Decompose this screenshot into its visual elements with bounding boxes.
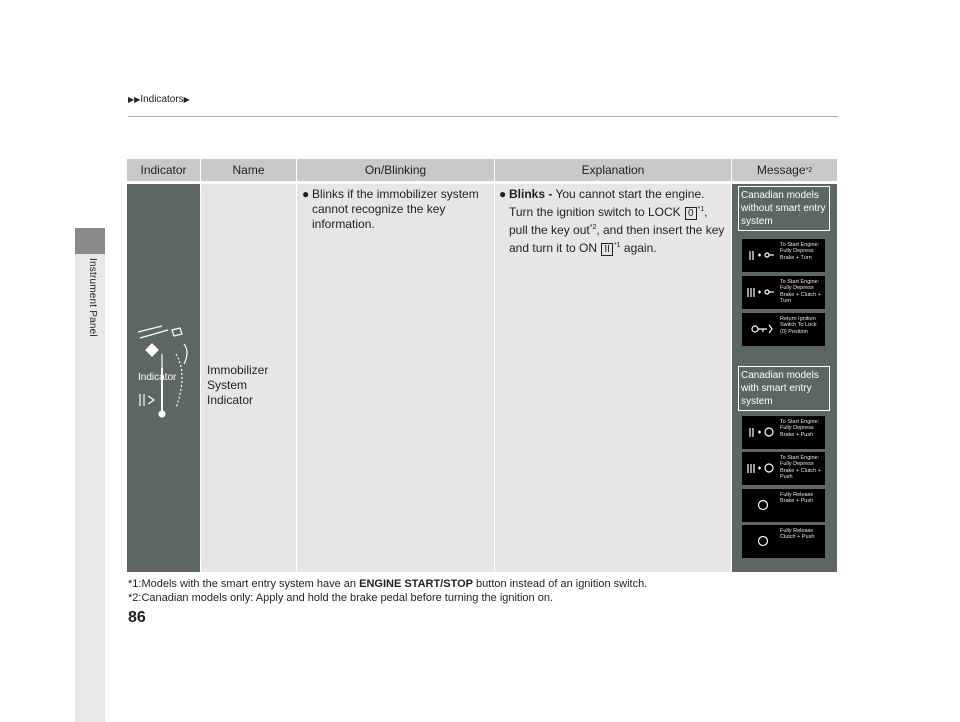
header-message-text: Message — [756, 163, 806, 177]
breadcrumb — [128, 94, 190, 105]
message-screen — [742, 276, 825, 309]
explanation-bold: Blinks - — [509, 187, 553, 201]
footnote-2: *2:Canadian models only: Apply and hold the brake pedal before turning the ignition on. — [128, 592, 554, 604]
message-screen — [742, 525, 825, 558]
footnote-ref-2[interactable]: *2 — [589, 224, 597, 231]
on-blinking-desc: Blinks if the immobilizer system cannot recognize the key information. — [312, 187, 479, 231]
brake-pedal-turn-key-icon — [747, 248, 775, 263]
message-group-label-smart-entry: Canadian models with smart entry system — [738, 366, 830, 411]
breadcrumb-end-marker: ▶ — [183, 95, 190, 104]
explanation-part3: , and then insert the key and turn it to ON — [509, 223, 725, 255]
chapter-label: Instrument Panel — [87, 258, 98, 337]
header-indicator: Indicator — [127, 159, 200, 181]
indicator-label: Indicator — [138, 372, 177, 383]
footnote-1-pre: *1:Models with the smart entry system have an — [128, 578, 360, 590]
message-screen-text: Fully Release Clutch + Push — [780, 528, 815, 541]
footnote-1-bold: ENGINE START/STOP — [359, 578, 473, 590]
message-screen — [742, 452, 825, 485]
bullet-icon: ● — [499, 187, 507, 201]
breadcrumb-label[interactable]: Indicators — [140, 94, 184, 105]
brake-pedal-push-button-icon — [747, 425, 775, 440]
message-screen-text: Return Ignition Switch To Lock (0) Position — [780, 316, 817, 335]
header-message — [732, 159, 837, 181]
page-number: 86 — [128, 609, 146, 626]
explanation-part2: , pull the key out — [509, 205, 708, 237]
footnote-1-post: button instead of an ignition switch. — [473, 578, 648, 590]
on-position-key: II — [601, 243, 613, 256]
message-screen-text: To Start Engine: Fully Depress Brake + Push — [780, 419, 820, 438]
indicator-name: Immobilizer System Indicator — [207, 363, 269, 407]
breadcrumb-marker: ▶▶ — [128, 95, 141, 104]
key-return-icon — [747, 322, 775, 337]
on-blinking-text — [302, 187, 492, 232]
message-screen-text: Fully Release Brake + Push — [780, 492, 814, 505]
header-rule — [128, 116, 838, 117]
explanation-part1: You cannot start the engine. Turn the ignition switch to LOCK — [509, 187, 705, 219]
explanation-part4: again. — [620, 241, 657, 255]
explanation-text — [499, 187, 729, 256]
cell-on-blinking — [297, 184, 494, 572]
push-button-icon — [747, 534, 775, 549]
footnote-ref-1[interactable]: *1 — [697, 206, 705, 213]
message-screen-text: To Start Engine: Fully Depress Brake + Turn — [780, 242, 820, 261]
lock-position-key: 0 — [685, 207, 697, 220]
message-screen — [742, 239, 825, 272]
push-button-icon — [747, 498, 775, 513]
header-on-blinking: On/Blinking — [297, 159, 494, 181]
message-screen-text: To Start Engine: Fully Depress Brake + Clutch + Push — [780, 455, 821, 480]
message-screen — [742, 416, 825, 449]
header-name: Name — [201, 159, 296, 181]
message-screen — [742, 489, 825, 522]
chapter-tab-marker — [75, 228, 105, 254]
message-screen — [742, 313, 825, 346]
brake-clutch-push-button-icon — [747, 461, 775, 476]
footnote-ref-1b[interactable]: *1 — [613, 242, 621, 249]
message-group-label-no-smart-entry: Canadian models without smart entry system — [738, 186, 830, 231]
footnote-1 — [128, 577, 647, 591]
brake-clutch-turn-key-icon — [747, 285, 775, 300]
explanation-desc — [509, 187, 729, 256]
bullet-icon: ● — [302, 187, 310, 201]
header-message-sup: *2 — [805, 166, 813, 174]
header-explanation: Explanation — [495, 159, 731, 181]
message-screen-text: To Start Engine: Fully Depress Brake + Clutch + Turn — [780, 279, 821, 304]
